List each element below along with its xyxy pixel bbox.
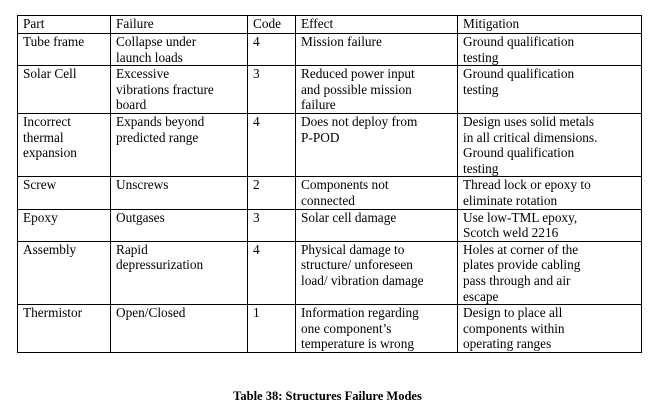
cell-part: Epoxy — [18, 209, 111, 241]
cell-code: 4 — [248, 113, 296, 176]
cell-failure: Collapse under launch loads — [111, 34, 248, 66]
cell-mitigation: Thread lock or epoxy to eliminate rotation — [458, 177, 642, 209]
failure-modes-table-container — [17, 15, 641, 353]
cell-part: Solar Cell — [18, 66, 111, 114]
cell-failure: Rapid depressurization — [111, 241, 248, 304]
cell-failure: Open/Closed — [111, 305, 248, 353]
cell-effect: Solar cell damage — [296, 209, 458, 241]
cell-mitigation: Design to place all components within operating ranges — [458, 305, 642, 353]
cell-code: 4 — [248, 241, 296, 304]
table-row — [18, 209, 642, 241]
table-row — [18, 34, 642, 66]
header-effect: Effect — [296, 16, 458, 34]
cell-part: Incorrect thermal expansion — [18, 113, 111, 176]
table-row — [18, 113, 642, 176]
table-row — [18, 177, 642, 209]
header-row — [18, 16, 642, 34]
cell-failure: Outgases — [111, 209, 248, 241]
table-header — [18, 16, 642, 34]
cell-mitigation: Ground qualification testing — [458, 66, 642, 114]
cell-part: Tube frame — [18, 34, 111, 66]
cell-part: Thermistor — [18, 305, 111, 353]
table-caption: Table 38: Structures Failure Modes — [233, 389, 422, 403]
cell-code: 3 — [248, 66, 296, 114]
cell-mitigation: Use low-TML epoxy, Scotch weld 2216 — [458, 209, 642, 241]
header-failure: Failure — [111, 16, 248, 34]
cell-effect: Mission failure — [296, 34, 458, 66]
cell-part: Assembly — [18, 241, 111, 304]
cell-effect: Does not deploy from P-POD — [296, 113, 458, 176]
cell-effect: Physical damage to structure/ unforeseen load/ vibration damage — [296, 241, 458, 304]
table-body — [18, 34, 642, 353]
cell-effect: Information regarding one component’s temperature is wrong — [296, 305, 458, 353]
table-row — [18, 241, 642, 304]
cell-failure: Expands beyond predicted range — [111, 113, 248, 176]
cell-failure: Excessive vibrations fracture board — [111, 66, 248, 114]
cell-code: 4 — [248, 34, 296, 66]
cell-effect: Reduced power input and possible mission failure — [296, 66, 458, 114]
header-part: Part — [18, 16, 111, 34]
cell-code: 3 — [248, 209, 296, 241]
table-row — [18, 66, 642, 114]
cell-mitigation: Ground qualification testing — [458, 34, 642, 66]
cell-code: 1 — [248, 305, 296, 353]
cell-failure: Unscrews — [111, 177, 248, 209]
cell-effect: Components not connected — [296, 177, 458, 209]
table-row — [18, 305, 642, 353]
cell-mitigation: Design uses solid metals in all critical dimensions. Ground qualification testing — [458, 113, 642, 176]
cell-part: Screw — [18, 177, 111, 209]
failure-modes-table — [17, 15, 642, 353]
header-mitigation: Mitigation — [458, 16, 642, 34]
cell-mitigation: Holes at corner of the plates provide cabling pass through and air escape — [458, 241, 642, 304]
cell-code: 2 — [248, 177, 296, 209]
header-code: Code — [248, 16, 296, 34]
